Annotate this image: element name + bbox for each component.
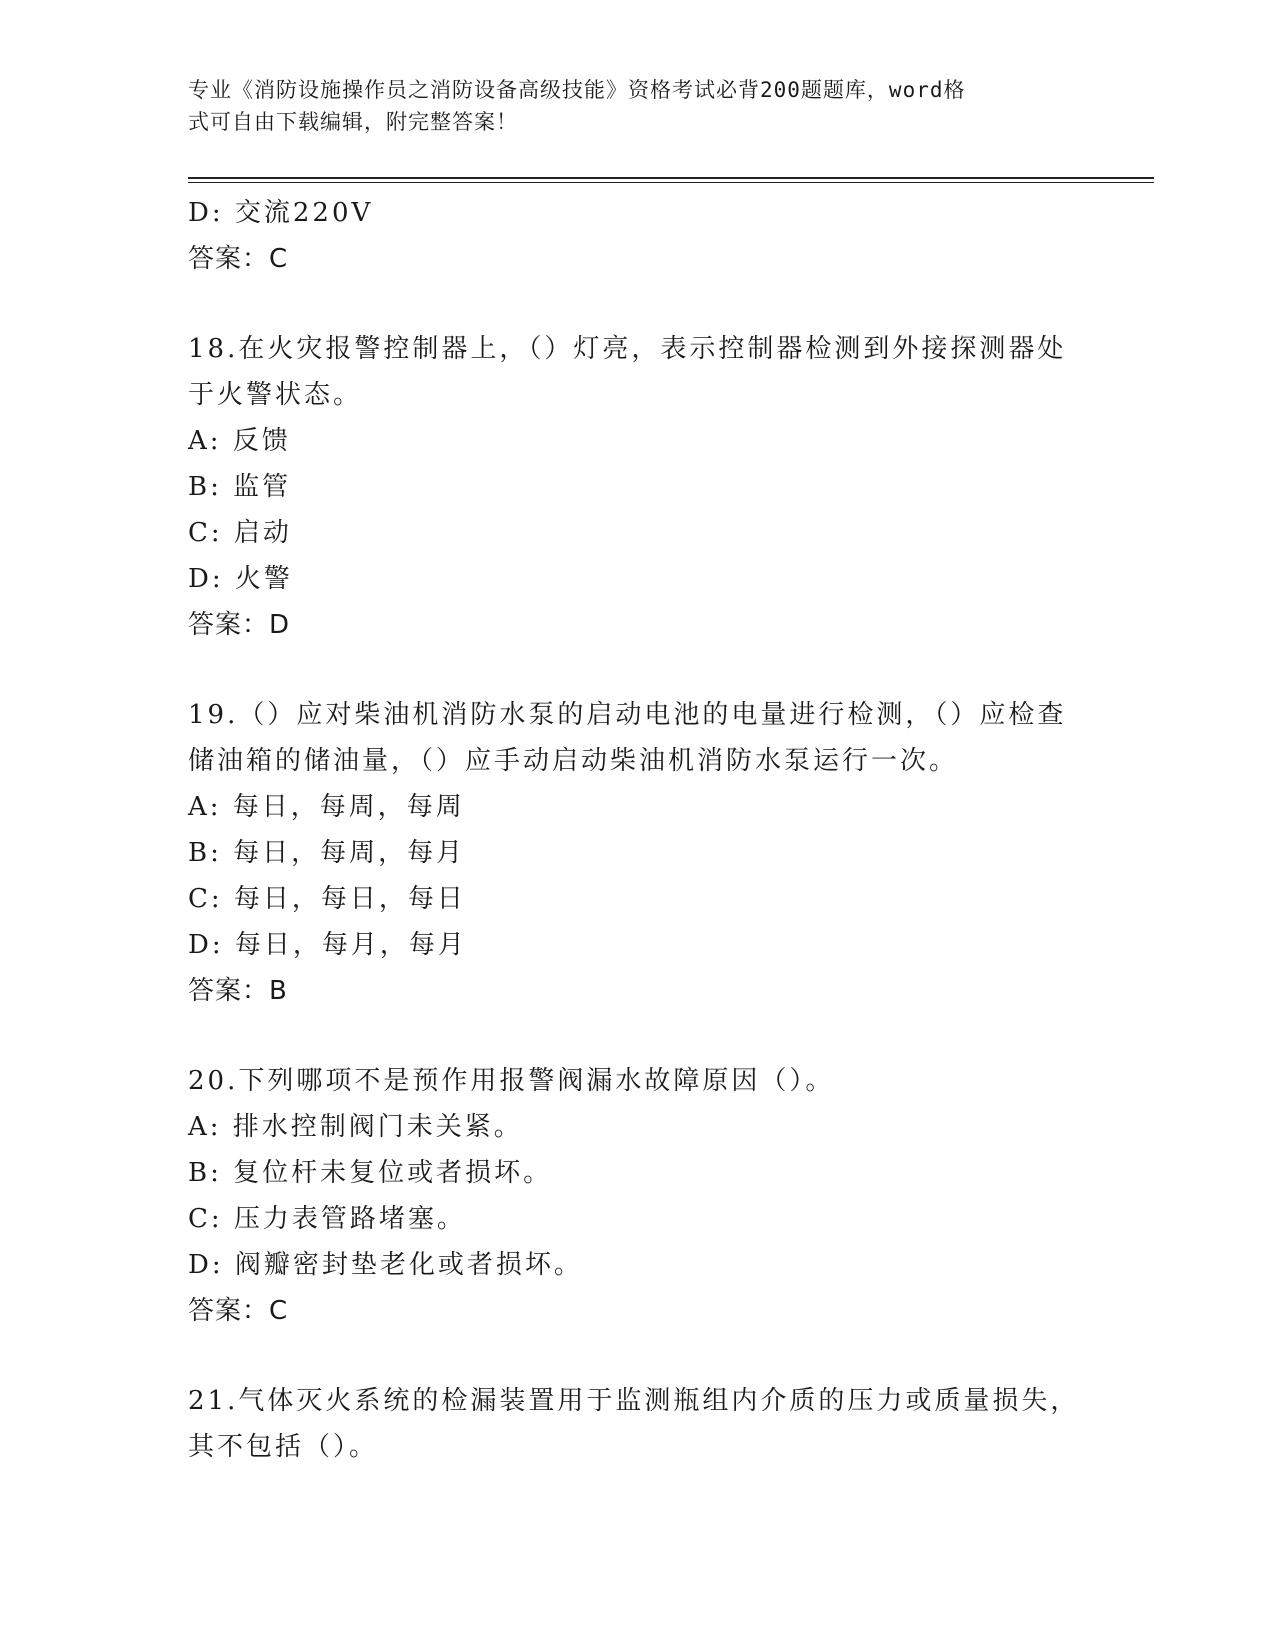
header-divider-thin	[188, 182, 1154, 183]
header-line-1: 专业《消防设施操作员之消防设备高级技能》资格考试必背200题题库，word格	[188, 78, 966, 102]
option-a: A: 每日，每周，每周	[188, 792, 465, 822]
option-a: A: 排水控制阀门未关紧。	[188, 1112, 523, 1142]
question-18	[188, 326, 1088, 648]
question-text-line: 20.下列哪项不是预作用报警阀漏水故障原因（）。	[188, 1066, 835, 1096]
option-c: C: 每日，每日，每日	[188, 884, 466, 914]
option-c: C: 启动	[188, 518, 292, 548]
answer-line: 答案：D	[188, 610, 291, 640]
question-20	[188, 1058, 1088, 1334]
document-header	[188, 74, 1068, 138]
question-21	[188, 1378, 1088, 1470]
answer-line: 答案：B	[188, 976, 288, 1006]
question-text-line: 其不包括（）。	[188, 1432, 379, 1462]
spacer	[188, 282, 1088, 326]
header-line-2: 式可自由下载编辑，附完整答案！	[188, 110, 518, 134]
option-d: D: 火警	[188, 564, 293, 594]
carryover-block	[188, 190, 1088, 282]
question-19	[188, 692, 1088, 1014]
answer-line: 答案：C	[188, 244, 289, 274]
question-text-line: 18.在火灾报警控制器上，（）灯亮，表示控制器检测到外接探测器处	[188, 334, 1067, 364]
option-d: D: 每日，每月，每月	[188, 930, 467, 960]
option-a: A: 反馈	[188, 426, 291, 456]
header-divider-thick	[188, 177, 1154, 179]
spacer	[188, 648, 1088, 692]
option-c: C: 压力表管路堵塞。	[188, 1204, 466, 1234]
answer-line: 答案：C	[188, 1296, 289, 1326]
question-list	[188, 190, 1088, 1470]
option-b: B: 监管	[188, 472, 292, 502]
question-text-line: 于火警状态。	[188, 380, 363, 410]
option-b: B: 复位杆未复位或者损坏。	[188, 1158, 553, 1188]
question-text-line: 储油箱的储油量，（）应手动启动柴油机消防水泵运行一次。	[188, 746, 959, 776]
spacer	[188, 1334, 1088, 1378]
question-text-line: 21.气体灭火系统的检漏装置用于监测瓶组内介质的压力或质量损失，	[188, 1386, 1080, 1416]
spacer	[188, 1014, 1088, 1058]
option-d: D: 阀瓣密封垫老化或者损坏。	[188, 1250, 583, 1280]
option-b: B: 每日，每周，每月	[188, 838, 466, 868]
option-d: D: 交流220V	[188, 198, 374, 228]
question-text-line: 19.（）应对柴油机消防水泵的启动电池的电量进行检测，（）应检查	[188, 700, 1067, 730]
